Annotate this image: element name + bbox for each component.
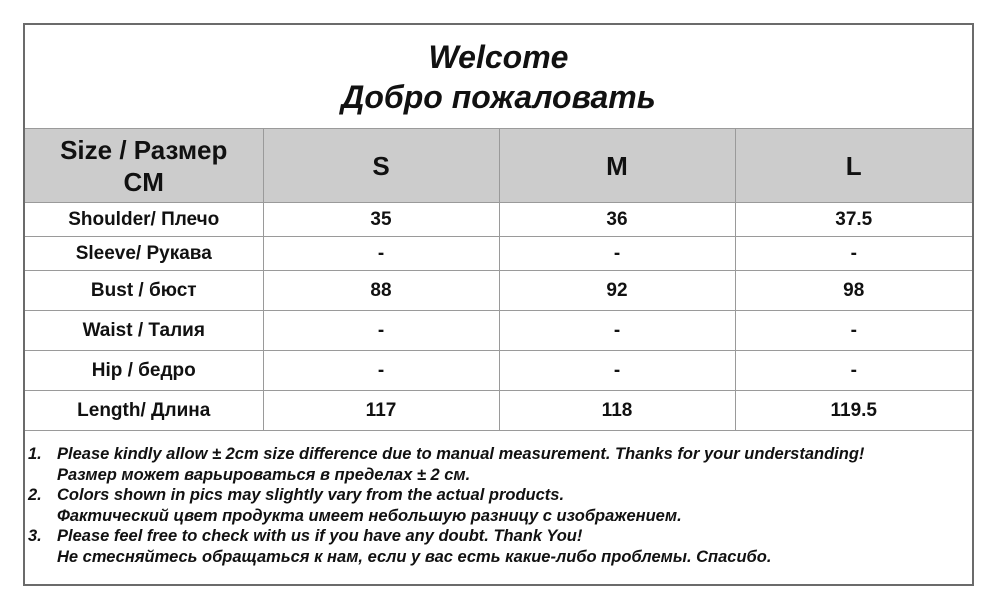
row-label: Bust / бюст xyxy=(25,271,263,311)
cell-m: - xyxy=(499,311,735,351)
cell-s: 88 xyxy=(263,271,499,311)
cell-s: - xyxy=(263,351,499,391)
welcome-title-russian: Добро пожаловать xyxy=(341,79,656,115)
table-row-hip xyxy=(25,351,972,391)
row-label: Hip / бедро xyxy=(25,351,263,391)
cell-m: - xyxy=(499,351,735,391)
welcome-title-english: Welcome xyxy=(428,39,569,75)
size-header-label: Size / Размер xyxy=(60,134,228,165)
cell-m: - xyxy=(499,237,735,271)
notes-section xyxy=(25,435,972,567)
note-item-3 xyxy=(25,526,972,567)
welcome-header xyxy=(25,25,972,129)
row-label: Length/ Длина xyxy=(25,391,263,431)
size-table xyxy=(25,129,972,431)
size-header-unit: CM xyxy=(123,166,164,197)
size-chart-frame xyxy=(23,23,974,586)
table-row-bust xyxy=(25,271,972,311)
note-russian: Фактический цвет продукта имеет небольшую разницу с изображением. xyxy=(57,506,682,525)
cell-l: 37.5 xyxy=(735,203,972,237)
cell-s: 117 xyxy=(263,391,499,431)
cell-l: 98 xyxy=(735,271,972,311)
cell-s: - xyxy=(263,237,499,271)
row-label: Sleeve/ Рукава xyxy=(25,237,263,271)
note-number: 1. xyxy=(28,445,42,463)
cell-l: - xyxy=(735,351,972,391)
cell-l: - xyxy=(735,237,972,271)
note-english: Please kindly allow ± 2cm size difference due to manual measurement. Thanks for your understanding! xyxy=(57,445,865,463)
table-row-length xyxy=(25,391,972,431)
note-text xyxy=(57,485,972,526)
cell-s: - xyxy=(263,311,499,351)
table-row-waist xyxy=(25,311,972,351)
table-row-shoulder xyxy=(25,203,972,237)
note-number: 3. xyxy=(28,527,42,545)
note-russian: Не стесняйтесь обращаться к нам, если у вас есть какие-либо проблемы. Спасибо. xyxy=(57,547,772,566)
size-column-m: M xyxy=(499,129,735,203)
cell-m: 118 xyxy=(499,391,735,431)
cell-m: 36 xyxy=(499,203,735,237)
cell-m: 92 xyxy=(499,271,735,311)
table-row-sleeve xyxy=(25,237,972,271)
size-header-row xyxy=(25,129,972,203)
cell-l: 119.5 xyxy=(735,391,972,431)
note-text xyxy=(57,526,972,567)
cell-s: 35 xyxy=(263,203,499,237)
size-column-l: L xyxy=(735,129,972,203)
size-column-s: S xyxy=(263,129,499,203)
row-label: Shoulder/ Плечо xyxy=(25,203,263,237)
note-russian: Размер может варьироваться в пределах ± 2 см. xyxy=(57,465,471,484)
cell-l: - xyxy=(735,311,972,351)
note-english: Please feel free to check with us if you have any doubt. Thank You! xyxy=(57,527,583,545)
note-text xyxy=(57,444,972,485)
note-item-1 xyxy=(25,444,972,485)
note-english: Colors shown in pics may slightly vary from the actual products. xyxy=(57,486,565,504)
note-number: 2. xyxy=(28,486,42,504)
note-item-2 xyxy=(25,485,972,526)
size-unit-header xyxy=(25,129,263,203)
row-label: Waist / Талия xyxy=(25,311,263,351)
